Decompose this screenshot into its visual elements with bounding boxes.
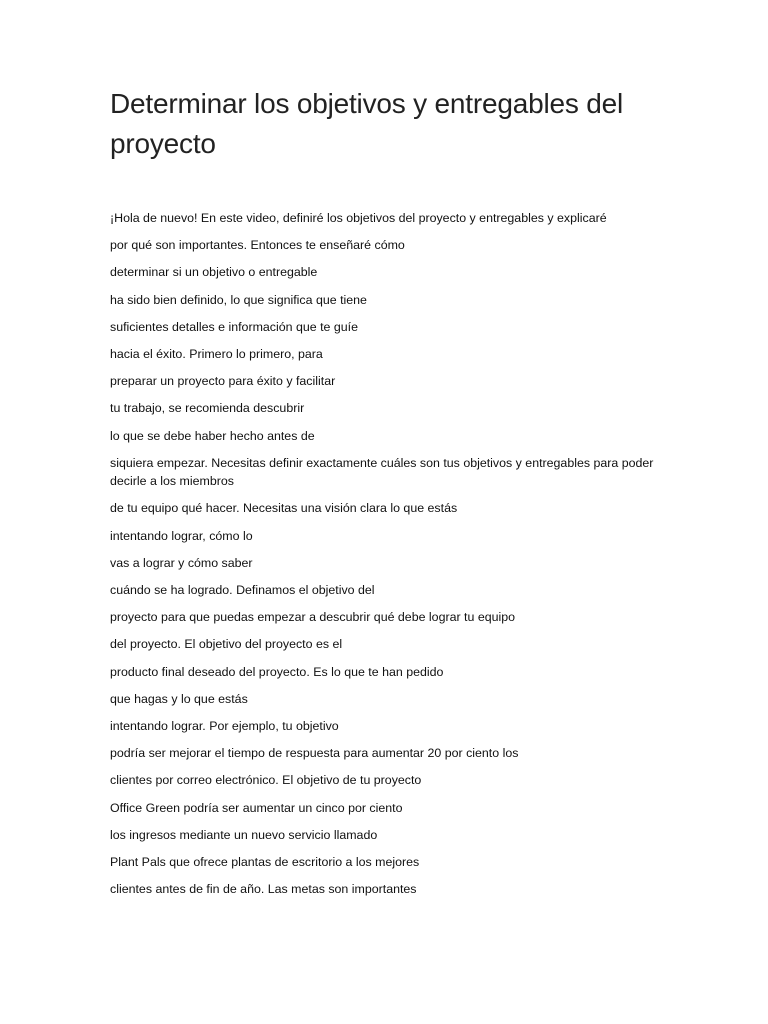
paragraph: los ingresos mediante un nuevo servicio llamado xyxy=(110,827,378,842)
document-title: Determinar los objetivos y entregables del proyecto xyxy=(110,88,623,159)
document-body xyxy=(110,209,655,907)
paragraph: vas a lograr y cómo saber xyxy=(110,555,253,570)
paragraph: podría ser mejorar el tiempo de respuesta para aumentar 20 por ciento los xyxy=(110,746,519,761)
paragraph: cuándo se ha logrado. Definamos el objetivo del xyxy=(110,583,375,598)
paragraph: lo que se debe haber hecho antes de xyxy=(110,428,315,443)
paragraph: del proyecto. El objetivo del proyecto es el xyxy=(110,637,343,652)
paragraph: suficientes detalles e información que te guíe xyxy=(110,319,358,334)
paragraph: tu trabajo, se recomienda descubrir xyxy=(110,401,305,416)
paragraph: proyecto para que puedas empezar a descubrir qué debe lograr tu equipo xyxy=(110,610,516,625)
paragraph: de tu equipo qué hacer. Necesitas una visión clara lo que estás xyxy=(110,501,458,516)
paragraph: siquiera empezar. Necesitas definir exactamente cuáles son tus objetivos y entregables para poder decirle a los miembros xyxy=(110,455,654,489)
paragraph: Office Green podría ser aumentar un cinco por ciento xyxy=(110,800,403,815)
paragraph: ha sido bien definido, lo que significa que tiene xyxy=(110,292,367,307)
paragraph: preparar un proyecto para éxito y facilitar xyxy=(110,374,336,389)
paragraph: ¡Hola de nuevo! En este video, definiré los objetivos del proyecto y entregables y explicaré xyxy=(110,211,607,225)
paragraph: por qué son importantes. Entonces te enseñaré cómo xyxy=(110,238,405,253)
paragraph: intentando lograr, cómo lo xyxy=(110,528,253,543)
paragraph: intentando lograr. Por ejemplo, tu objetivo xyxy=(110,718,339,733)
paragraph: que hagas y lo que estás xyxy=(110,691,248,706)
paragraph: hacia el éxito. Primero lo primero, para xyxy=(110,346,323,361)
paragraph: determinar si un objetivo o entregable xyxy=(110,265,318,280)
paragraph: producto final deseado del proyecto. Es lo que te han pedido xyxy=(110,664,444,679)
paragraph: clientes antes de fin de año. Las metas son importantes xyxy=(110,882,417,897)
paragraph: Plant Pals que ofrece plantas de escritorio a los mejores xyxy=(110,854,420,869)
paragraph: clientes por correo electrónico. El objetivo de tu proyecto xyxy=(110,773,422,788)
